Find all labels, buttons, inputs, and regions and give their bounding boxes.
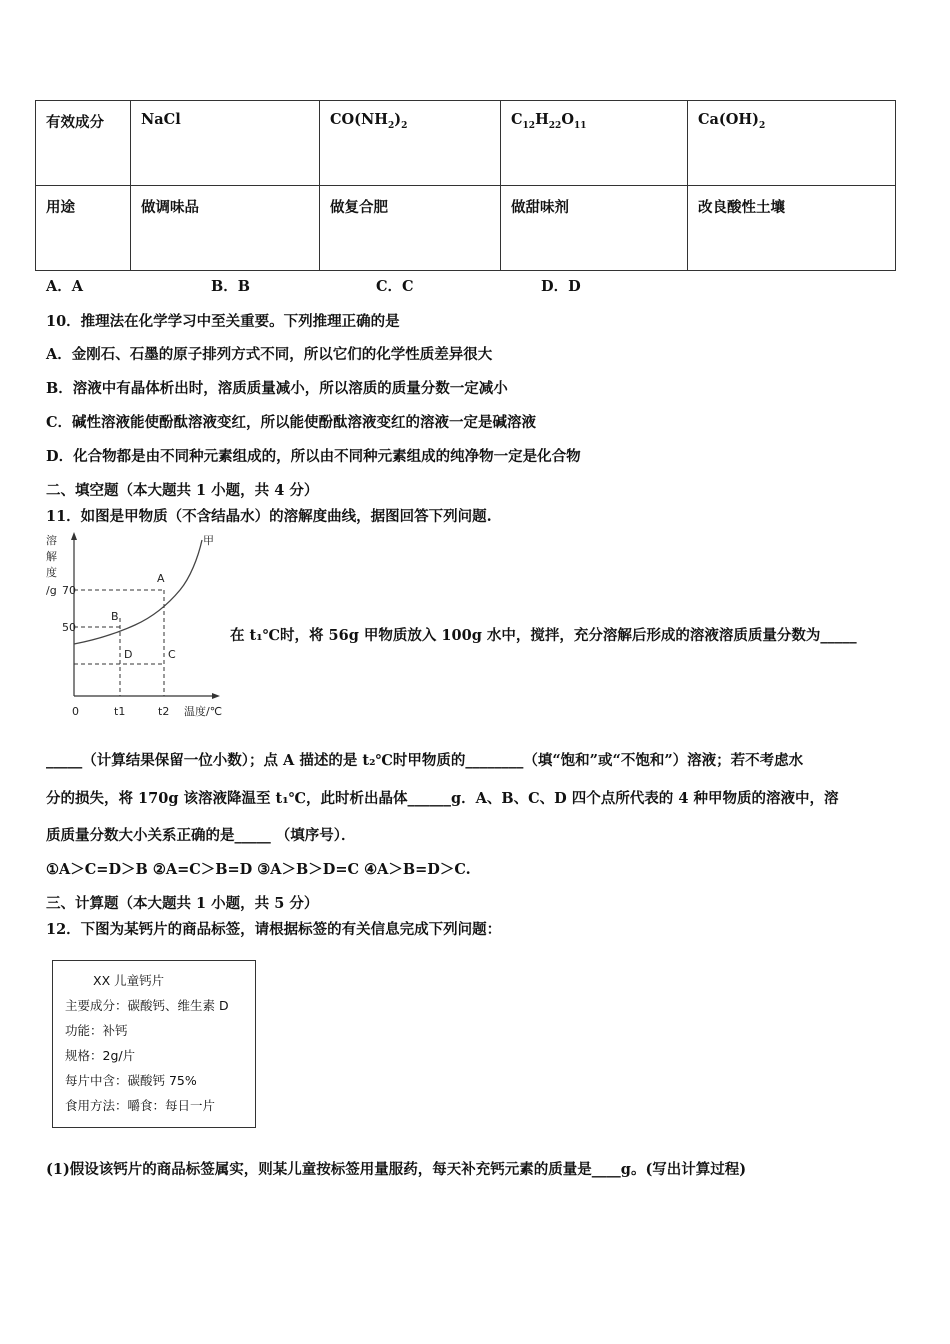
label-line: 主要成分：碳酸钙、维生素 D [65,998,229,1013]
q11-part1: 在 t₁℃时，将 56g 甲物质放入 100g 水中，搅拌，充分溶解后形成的溶液溶质质量分数为_____ [230,627,857,644]
option-d[interactable]: D．D [541,278,581,295]
label-line: 每片中含：碳酸钙 75% [65,1073,197,1088]
table-cell: $C_{12}H_{22}O_{11}$ [501,101,688,186]
point-label-c: C [168,648,176,661]
x-axis-label: 温度/℃ [184,705,223,718]
q12-stem: 12．下图为某钙片的商品标签，请根据标签的有关信息完成下列问题： [46,921,502,938]
x-tick-label: 0 [72,705,79,718]
y-axis-label-char: 解 [46,550,57,563]
x-tick-label: t1 [114,705,126,718]
option-c[interactable]: C．C [376,278,414,295]
q10-option-a: A．金刚石、石墨的原子排列方式不同，所以它们的化学性质差异很大 [46,346,493,363]
label-line: 功能：补钙 [65,1023,128,1038]
y-axis-label-char: /g [46,584,57,597]
q10-option-b: B．溶液中有晶体析出时，溶质质量减小，所以溶质的质量分数一定减小 [46,380,508,397]
solubility-chart [40,530,240,730]
q10-option-d: D．化合物都是由不同种元素组成的，所以由不同种元素组成的纯净物一定是化合物 [46,448,581,465]
table-cell: $Ca(OH)_2$ [688,101,896,186]
ingredient-table [35,100,896,271]
calcium-tablet-label [52,960,256,1128]
x-tick-label: t2 [158,705,170,718]
y-axis-label-char: 度 [46,566,57,579]
table-cell: 改良酸性土壤 [688,186,896,271]
table-row [36,101,896,186]
q11-part4: 质质量分数大小关系正确的是_____ （填序号）． [46,827,356,844]
table-cell: 做复合肥 [320,186,501,271]
y-tick-label: 70 [62,584,76,597]
q11-stem: 11．如图是甲物质（不含结晶水）的溶解度曲线，据图回答下列问题. [46,508,492,525]
label-line: 食用方法：嚼食：每日一片 [65,1098,216,1113]
q10-stem: 10．推理法在化学学习中至关重要。下列推理正确的是 [46,313,400,330]
q10-option-c: C．碱性溶液能使酚酞溶液变红，所以能使酚酞溶液变红的溶液一定是碱溶液 [46,414,537,431]
q11-part2: _____（计算结果保留一位小数）；点 A 描述的是 t₂℃时甲物质的________（填“饱和”或“不饱和”）溶液；若不考虑水 [46,752,804,769]
section-heading-2: 二、填空题（本大题共 1 小题，共 4 分） [46,482,319,499]
q11-part3: 分的损失，将 170g 该溶液降温至 t₁℃，此时析出晶体______g．A、B、C、D 四个点所代表的 4 种甲物质的溶液中，溶 [46,790,839,807]
q12-sub1: (1)假设该钙片的商品标签属实，则某儿童按标签用量服药，每天补充钙元素的质量是____g。(写出计算过程) [46,1161,747,1178]
table-cell: 用途 [36,186,131,271]
section-heading-3: 三、计算题（本大题共 1 小题，共 5 分） [46,895,319,912]
option-a[interactable]: A．A [46,278,84,295]
table-row [36,186,896,271]
table-cell: 做调味品 [131,186,320,271]
point-label-b: B [111,610,119,623]
solubility-curve [74,540,202,644]
table-cell: $CO(NH_2)_2$ [320,101,501,186]
q9-options [46,275,581,296]
option-b[interactable]: B．B [211,278,251,295]
q11-choices: ①A＞C=D＞B ②A=C＞B=D ③A＞B＞D=C ④A＞B=D＞C. [46,861,471,878]
curve-label: 甲 [203,534,214,547]
table-cell: 有效成分 [36,101,131,186]
point-label-a: A [157,572,165,585]
y-axis-label-char: 溶 [46,534,57,547]
label-line: 规格：2g/片 [65,1048,136,1063]
label-title: XX 儿童钙片 [93,973,165,988]
y-tick-label: 50 [62,621,76,634]
point-label-d: D [124,648,133,661]
table-cell: NaCl [131,101,320,186]
table-cell: 做甜味剂 [501,186,688,271]
